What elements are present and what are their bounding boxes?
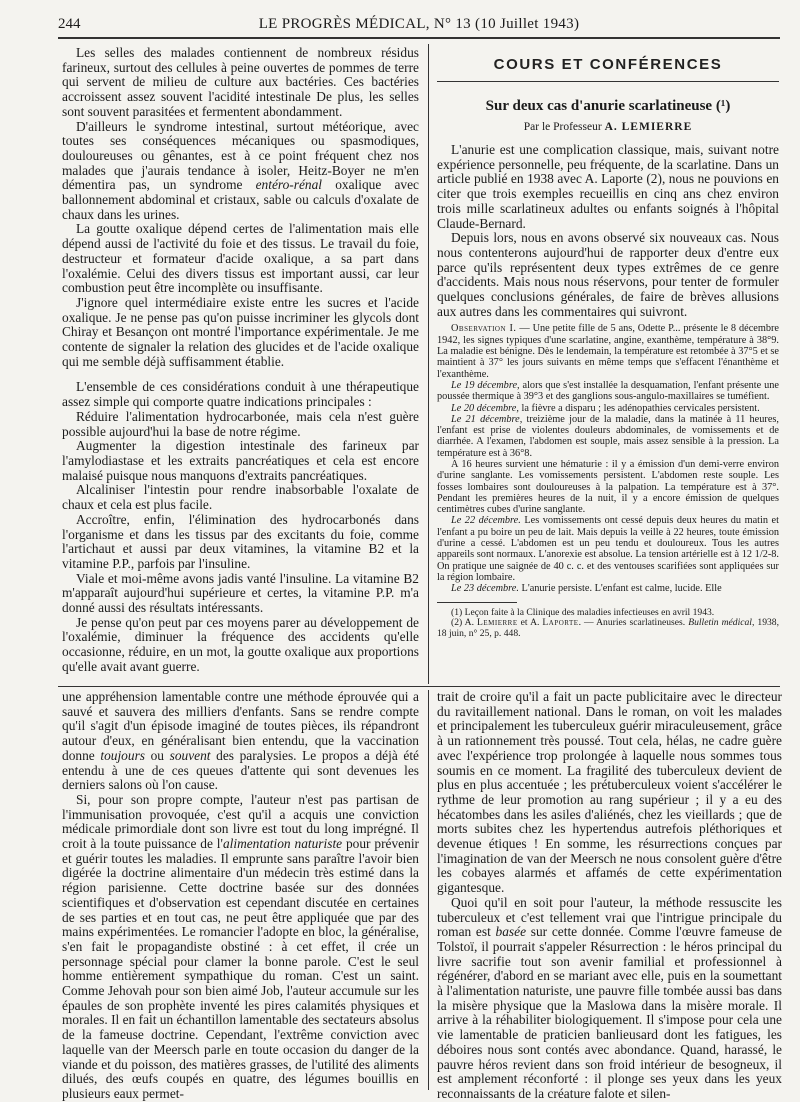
paragraph: une appréhension lamentable contre une méthode éprouvée qui a sauvé et sauvera des milliers d'enfants. Sans se rendre compte qu'il s'agit d'un épisode imaginé de toutes pièces, ils répandront autour d'eux, en généralisant bien entendu, que la vaccination donne toujours ou souvent des paralysies. Le propos a déjà été entendu à une de ces queues d'attente qui sont devenues les derniers salons où l'on cause. [62, 689, 419, 793]
observation-paragraph: Le 19 décembre, alors que s'est installée la desquamation, l'enfant présente une poussée thermique à 39°3 et des ganglions sous-angulo-maxillaires se tuméfient. [437, 379, 779, 403]
column-divider [428, 690, 429, 1090]
article-title: Sur deux cas d'anurie scarlatineuse (¹) [485, 98, 731, 114]
observation-paragraph: Le 20 décembre, la fièvre a disparu ; les adénopathies cervicales persistent. [451, 402, 760, 414]
footnote: (2) A. Lemierre et A. Laporte. — Anuries scarlatineuses. Bulletin médical, 1938, 18 juin, n° 25, p. 448. [437, 617, 779, 639]
page-header [58, 14, 780, 36]
observation-paragraph: Le 22 décembre. Les vomissements ont cessé depuis deux heures du matin et l'enfant a pu boire un peu de lait. Mais depuis la veille à 22 heures, toute émission d'urine a cessé. L'abdomen est un peu tendu et douloureux. Tous les autres appareils sont normaux. L'anorexie est absolue. La tension artérielle est à 12 1/2-8. On pratique une saignée de 40 c. c. et des ventouses scarifiées sont appliquées sur la région lombaire. [437, 515, 779, 583]
paragraph: trait de croire qu'il a fait un pacte publicitaire avec le directeur du ravitaillement national. Dans le roman, on voit les malades et principalement les tuberculeux guérir miraculeusement, grâce à un rationnement très poussé. Tout cela, hélas, ne cadre guère avec l'expérience trop prolongée à laquelle nous sommes tous soumis en ce moment. La fragilité des tuberculeux devient de plus en plus accentuée ; les prétuberculeux voient s'accélérer le rythme de leur promotion au rang supérieur ; il y a eu des hécatombes dans les asiles d'aliénés, chez les vieillards ; que de morts subites chez les hypertendus autrefois pléthoriques et devenue étiques ! En somme, les résurrections conçues par l'imagination de van der Meersch ne nous consolent guère d'être les cobayes alarmés et affamés de cette expérimentation gigantesque. [437, 689, 782, 896]
paragraph: Depuis lors, nous en avons observé six nouveaux cas. Nous nous contenterons aujourd'hui de rapporter deux d'entre eux parce qu'ils représentent deux types extrêmes de ce genre d'accidents. Mais nous nous réservons, pour tenter de formuler quelques conclusions générales, de faire de brèves allusions aux autres dans les commentaires qui suivront. [437, 230, 779, 319]
bottom-left-column [62, 689, 419, 1101]
paragraph: Alcaliniser l'intestin pour rendre inabsorbable l'oxalate de chaux et cela est plus facile. [62, 482, 419, 513]
paragraph: Augmenter la digestion intestinale des farineux par l'amylodiastase et les extraits pancréatiques et cela est encore malaisé puisque nous manquons d'extraits pancréatiques. [62, 438, 419, 483]
paragraph: J'ignore quel intermédiaire existe entre les sucres et l'acide oxalique. Je ne pense pas qu'on puisse incriminer les glycols dont Chiray et Besançon ont montré l'importance expérimentale. Je me contente de signaler la relation des glucides et de l'acide oxalique qui me semble déjà suffisamment établie. [62, 294, 419, 369]
bottom-right-column [437, 689, 782, 1101]
footnote-rule [437, 602, 517, 603]
byline: Par le Professeur A. LEMIERRE [523, 121, 693, 133]
footnote: (1) Leçon faite à la Clinique des maladies infectieuses en avril 1943. [451, 606, 715, 618]
paragraph: L'ensemble de ces considérations conduit à une thérapeutique assez simple qui comporte quatre indications principales : [62, 379, 419, 410]
column-divider [428, 44, 429, 684]
page-number: 244 [58, 16, 81, 32]
paragraph: L'anurie est une complication classique, mais, suivant notre expérience personnelle, peu fréquente, de la scarlatine. Dans un article publié en 1938 avec A. Laporte (2), nous ne pouvions en citer que trois exemples recueillis en cinq ans chez environ trois mille scarlatineux adultes ou enfants soignés à l'hôpital Claude-Bernard. [437, 142, 779, 231]
section-rule [437, 81, 779, 82]
paragraph: D'ailleurs le syndrome intestinal, surtout météorique, avec toutes ses conséquences mécaniques ou spasmodiques, douloureuses ou gênantes, est à ce point fréquent chez nos malades que j'aurais tendance à isoler, Heitz-Boyer ne m'en démentira pas, un syndrome entéro-rénal oxalique avec ballonnement abdominal et cristaux, sable ou calculs d'oxalate de chaux dans les urines. [62, 118, 419, 222]
paragraph: Les selles des malades contiennent de nombreux résidus farineux, surtout des cellules à peine ouvertes de pommes de terre qui servent de milieu de culture aux bactéries. Ces bactéries accroissent assez souvent l'acidité intestinale De plus, les selles sont souvent parasitées et fermentent abondamment. [62, 45, 419, 119]
section-heading: COURS ET CONFÉRENCES [493, 56, 723, 73]
paragraph: Accroître, enfin, l'élimination des hydrocarbonés dans l'organisme et dans les tissus par des excitants du foie, comme l'artichaut et aussi par deux vitamines, la vitamine B2 et la vitamine P.P., parfois par l'insuline. [62, 511, 419, 571]
right-top-column [437, 56, 779, 686]
observation-paragraph: Observation I. — Une petite fille de 5 ans, Odette P... présente le 8 décembre 1942, les signes typiques d'une scarlatine, angine, exanthème, température à 38°9. La maladie est bénigne. Dès le lendemain, la température est retombée à 37°5 et se maintient à 37° les jours suivants en même temps que s'effacent l'énanthème et l'exanthème. [437, 323, 779, 380]
observation-paragraph: Le 21 décembre, treizième jour de la maladie, dans la matinée à 11 heures, l'enfant est prise de violentes douleurs abdominales, de vomissements et de diarrhée. A l'examen, l'abdomen est souple, mais assez sensible à la pression. La température est à 36°8. [437, 413, 779, 459]
paragraph: Je pense qu'on peut par ces moyens parer au développement de l'oxalémie, diminuer la fréquence des accidents qu'elle occasionne, réduire, en un mot, la goutte oxalique aux proportions qu'elle avait avant guerre. [62, 614, 419, 674]
section-separator-rule [58, 686, 780, 687]
observation-paragraph: A 16 heures survient une hématurie : il y a émission d'un demi-verre environ d'urine sanglante. Les vomissements persistent. L'abdomen reste souple. Les fosses lombaires sont douloureuses à la palpation. La température est à 37°. Pendant les premières heures de la nuit, il y a encore émission de quelques centimètres cubes d'urine sanglante. [437, 459, 779, 516]
left-top-column [62, 46, 419, 686]
paragraph: Réduire l'alimentation hydrocarbonée, mais cela n'est guère possible aujourd'hui la base de notre régime. [62, 408, 419, 439]
observation-paragraph: Le 23 décembre. L'anurie persiste. L'enfant est calme, lucide. Elle [451, 583, 722, 595]
paragraph: Si, pour son propre compte, l'auteur n'est pas partisan de l'immunisation provoquée, c'est qu'il a acquis une conviction médicale primordiale dont son livre est tout du long imprégné. Il croit à la toute puissance de l'alimentation naturiste pour prévenir et guérir toutes les maladies. Il emprunte sans paraître l'avoir bien digérée la doctrine alimentaire d'un médecin très estimé dans la région parisienne. Cette doctrine basée sur des données scientifiques et d'observation est cependant discutée en certaines de ses parties et en tout cas, ne peut être appliquée que par des mains expérimentées. Le romancier l'adopte en bloc, la généralise, s'en fait le propagandiste obstiné : à cet effet, il crée un personnage spécial pour clamer la bonne parole. C'est le seul homme entièrement sympathique du roman. C'est un saint. Comme Jehovah pour son bien aimé Job, l'auteur accumule sur les épaules de son prophète inventé les pires calamités physiques et morales. Il en fait un échantillon lamentable des sectateurs absolus de la fameuse doctrine. Cependant, l'extrême conviction avec laquelle van der Meersch parle en toute occasion du danger de la viande et du poisson, des matières grasses, de l'utilité des aliments dilués, des œufs coupés en quatre, des légumes bouillis en plusieurs eaux permet- [62, 791, 419, 1101]
journal-title: LE PROGRÈS MÉDICAL, N° 13 (10 Juillet 1943) [258, 16, 580, 32]
paragraph: Viale et moi-même avons jadis vanté l'insuline. La vitamine B2 m'apparaît aujourd'hui supérieure et certes, la vitamine P.P. m'a donné aussi des résultats intéressants. [62, 570, 419, 616]
header-rule [58, 37, 780, 39]
paragraph: La goutte oxalique dépend certes de l'alimentation mais elle dépend aussi de l'activité du foie et des tissus. Le travail du foie, destructeur et formateur d'acide oxalique, a sa part dans l'oxalémie. Celui des divers tissus est important aussi, car leur combustion peut être incomplète ou insuffisante. [62, 221, 419, 296]
paragraph: Quoi qu'il en soit pour l'auteur, la méthode ressuscite les tuberculeux et c'est tellement vrai que l'intrigue principale du roman est basée sur cette donnée. Comme l'œuvre fameuse de Tolstoï, il pourrait s'appeler Résurrection : le héros principal du livre sacrifie tout son avenir familial et professionnel à régénérer, d'abord en se mariant avec elle, puis en la soumettant à l'alimentation naturiste, une pauvre fille tombée aussi bas dans la misère physique que la Maslowa dans la misère morale. Il arrive à la réhabiliter biologiquement. Il s'impose pour cela une vie lamentable de praticien banlieusard dont les fatigues, les déboires nous sont contés avec abondance. Quand, harassé, le pauvre héros revient dans son froid intérieur de besogneux, il est amplement réconforté : il plonge ses yeux dans les yeux reconnaissants de la créature falote et silen- [437, 894, 782, 1101]
